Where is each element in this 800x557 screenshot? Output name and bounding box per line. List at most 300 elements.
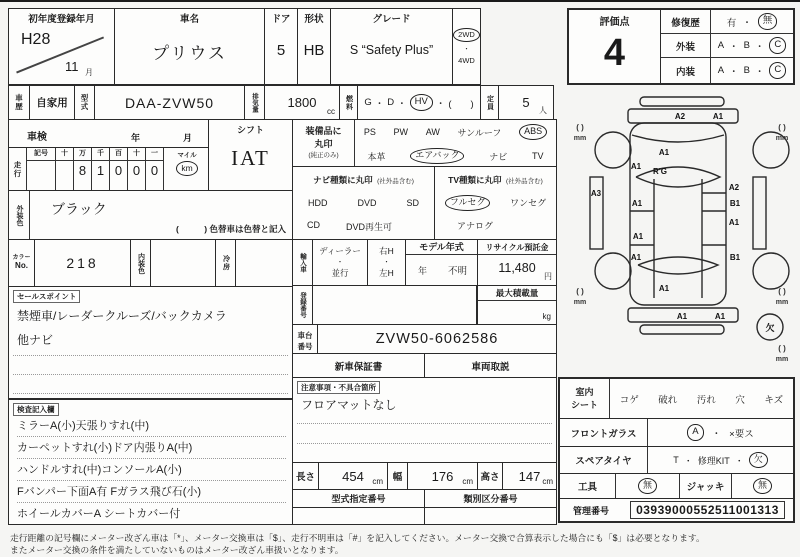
equip-navi: ナビ [489,151,508,162]
tools-none-selected: 無 [638,478,657,494]
tread-note-front-right: ( ) [778,123,786,132]
front-glass-row [560,419,793,447]
front-glass-sep: ・ [711,428,722,440]
cell-history-value: 自家用 [29,85,75,120]
length-unit: cm [372,477,383,486]
cell-length-value [318,462,388,490]
cell-width-value [407,462,478,490]
tread-unit-front-left: mm [573,135,587,142]
body-color-label-cell [9,191,30,239]
body-color-value: ブラック [51,201,107,217]
car-damage-diagram [558,93,798,371]
equipment-row1 [355,120,556,144]
registration-month-unit: 月 [85,68,93,77]
recycle-value: 11,480 [498,261,536,275]
color-no-label1: カラー [12,255,31,261]
tv-row2 [457,219,556,232]
max-load-header: 最大積載量 [478,286,556,301]
navi-dvd: DVD [357,198,377,208]
interior-sep2: ・ [754,66,765,78]
cell-shift [208,119,293,191]
tv-type-note: (社外品含む) [505,178,543,185]
mileage-header-1: 一 [146,148,163,161]
steering-right: 右H [379,246,394,256]
seat-hole: 穴 [735,394,745,406]
seat-tear: 破れ [658,394,678,406]
inspector-line-2: カーペットすれ(小)ドア内張りA(中) [17,439,286,459]
car-name-text: プリウス [152,43,227,63]
sales-point-line2: 他ナビ [17,333,54,347]
cell-import-label [292,239,313,286]
repair-no-selected: 無 [758,13,778,29]
repair-history-options [711,10,793,33]
spare-tire-row [560,447,793,474]
model-year-unit: 年 [418,266,428,276]
exterior-grade-label: 外装 [661,34,711,57]
fuel-sep2: ・ [397,98,407,110]
tv-row1 [435,195,556,211]
cell-displacement-label [244,85,265,120]
cell-color-no-value: 218 [34,239,131,287]
grade-value: S “Safety Plus” [349,43,434,57]
exterior-grade-row [661,34,793,58]
repair-history-row [661,10,793,34]
import-label: 輸入車 [299,252,306,273]
mark-right-rear-fender: B1 [729,253,741,262]
footnote-line2: またメーター交換の条件を満たしていないものはメーター改ざん車扱いとなります。 [10,545,344,555]
mileage-label: 走行 [13,160,22,178]
mark-front-bumper-left: A2 [674,112,686,121]
exterior-c-selected: C [769,37,786,53]
seat-label2: シート [570,400,598,410]
spare-sep1: ・ [683,455,693,466]
mileage-digit-100k [56,161,73,190]
seat-stain: 汚れ [696,394,716,406]
cell-reg-no-value [312,285,477,325]
navi-type-note: (社外品含む) [377,178,414,185]
mileage-col-100k [55,148,73,190]
mileage-digit-1k: 1 [96,163,105,178]
left-rocker-panel [590,177,603,249]
mark-left-front-fender: A1 [630,162,642,171]
cell-model-year [405,239,478,286]
first-registration-label: 初年度登録年月 [28,14,95,25]
tread-note-front-left: ( ) [576,123,584,132]
shaken-label: 車検 [27,132,47,143]
cell-history-label [8,85,30,120]
cell-manual: 車両取説 [424,353,557,378]
front-glass-note: ×要ス [729,428,754,440]
footnote-line1: 走行距離の記号欄にメーター改ざん車は「*」、メーター交換車は「$」、走行不明車は「#」を記入してください。メーター交換で合算表示した場合にも「$」は必要となります。 [10,533,705,543]
cell-chassis-value: ZVW50-6062586 [317,324,557,354]
cell-class-no-header: 類別区分番号 [424,489,557,508]
spare-repair-kit: 修理KIT [697,455,730,466]
cell-first-registration [8,8,115,85]
seat-burn: コゲ [619,394,639,406]
control-number-cell [622,499,793,521]
fuel-option-d: D [387,97,395,108]
cell-color-no-label [8,239,35,287]
reg-no-label: 登録番号 [299,292,306,318]
cell-model-code-label [74,85,95,120]
notes-dotline-1 [297,423,552,424]
cell-height-label: 高さ [477,462,503,490]
shape-value: HB [303,41,325,59]
cell-reg-no-label [292,285,313,325]
shaken-month-unit: 月 [183,133,193,143]
exterior-sep2: ・ [754,41,765,53]
evaluation-score-cell [569,10,661,83]
registration-year: H28 [21,31,51,48]
tools-value-cell [616,474,680,498]
displacement-unit: cc [327,107,335,116]
spare-t: T [673,455,679,465]
tread-unit-front-right: mm [775,135,789,142]
interior-grade-row [661,58,793,83]
mark-windshield: R'G [653,167,667,176]
cell-capacity-label [480,85,499,120]
color-no-label2: No. [15,261,28,270]
cell-doors [264,8,298,85]
cell-recycle-deposit [477,239,557,286]
exterior-sep1: ・ [729,41,739,53]
hood-line [632,135,724,142]
exterior-a: A [717,40,725,51]
tread-note-rear-right: ( ) [778,287,786,296]
equip-aw: AW [425,127,440,137]
body-color-label: 外装色 [16,204,23,226]
chassis-label2: 番号 [297,342,313,351]
cell-drive-type [452,8,481,85]
rear-window [638,257,718,274]
sales-point-line1: 禁煙車/レーダークルーズ/バックカメラ [17,309,227,323]
cell-aircon-label [215,239,236,287]
import-dealer: ディーラー [319,246,361,256]
interior-grade-label: 内装 [661,58,711,83]
mileage-mile-label: マイル [177,152,197,159]
fuel-option-g: G [364,97,372,108]
navi-row2 [307,220,434,233]
sales-dotline-2 [13,374,288,375]
cell-shape [297,8,331,85]
equip-abs-selected: ABS [519,124,547,140]
interior-sep1: ・ [729,66,739,78]
inspector-line-3: ハンドルすれ(中)コンソールA(小) [17,461,286,481]
body-color-note: ( ) 色替車は色替と記入 [175,224,286,234]
repair-yes: 有 [726,17,737,29]
inspector-line-4: Fバンパー下面A有 Fガラス飛び石(小) [17,483,286,503]
model-year-header: モデル年式 [406,240,477,255]
model-code-label: 型式 [80,94,89,111]
navi-dvd-play: DVD再生可 [346,222,393,232]
equip-tv: TV [532,151,544,161]
cell-navi-type [292,166,435,241]
rear-bottom-bar [640,325,724,334]
grade-label: グレード [372,14,411,25]
chassis-label1: 車台 [297,331,313,340]
seat-label1: 室内 [575,387,594,397]
mark-right-front-door: B1 [729,199,741,208]
spare-tire-label: スペアタイヤ [560,447,648,473]
cell-tv-type [434,166,557,241]
top-scan-line [0,0,800,2]
mileage-label-cell [9,148,27,190]
mileage-header-1k: 千 [92,148,109,161]
equipment-label-line2: 丸印 [314,139,333,149]
cell-width-label: 幅 [387,462,408,490]
steering-sep: ・ [383,259,390,266]
cell-notes [292,377,557,463]
rear-left-tire [595,253,631,289]
cell-warranty: 新車保証書 [292,353,425,378]
cell-inspector-notes [8,399,293,525]
tv-fullseg-selected: フルセグ [445,195,491,211]
import-dealer-sep: ・ [336,259,344,266]
mark-rear-bumper-right: A1 [714,312,726,321]
height-unit: cm [542,477,553,486]
navi-sd: SD [406,198,419,208]
mileage-col-100 [109,148,127,190]
missing-part-mark: 欠 [765,323,775,333]
right-rocker-panel [753,177,766,249]
mileage-header-10k: 万 [74,148,91,161]
navi-hdd: HDD [307,198,328,208]
max-load-unit: kg [542,312,551,321]
front-top-bar [640,97,724,106]
car-body-outline [630,123,726,305]
aircon-label: 冷房 [222,255,230,271]
tv-type-header: TV種類に丸印 [448,175,502,185]
spare-sep2: ・ [734,455,744,466]
jack-value-cell [732,474,793,498]
exterior-grade-options [711,34,793,57]
tv-analog: アナログ [457,220,494,231]
registration-month: 11 [65,59,79,74]
cell-fuel-options [357,85,481,120]
sales-dotline-3 [13,393,288,394]
mileage-col-10k [73,148,91,190]
tread-note-rear-left: ( ) [576,287,584,296]
mileage-header-100: 百 [110,148,127,161]
equipment-label-note: (純正のみ) [308,152,339,159]
interior-c-selected: C [769,62,786,78]
capacity-number: 5 [522,95,530,110]
cell-mileage [8,147,209,191]
capacity-unit: 人 [539,106,547,115]
doors-value: 5 [276,41,286,59]
shift-value: IAT [231,145,270,170]
jack-none-selected: 無 [753,478,772,494]
mileage-col-symbol [27,148,55,190]
fuel-option-other: ( ) [448,98,474,110]
cell-car-name [114,8,265,85]
mileage-col-unit [163,148,210,190]
mileage-digit-100: 0 [114,163,123,178]
tread-unit-spare: mm [775,356,789,363]
cell-chassis-label [292,324,318,354]
seat-options [610,379,793,418]
inspector-line-5: ホイールカバーA シートカバー付 [17,508,181,520]
navi-cd: CD [307,220,320,230]
cell-shaken [8,119,209,148]
cell-interior-color-label [130,239,151,287]
cell-length-label: 長さ [292,462,319,490]
condition-table [558,377,795,523]
repair-sep: ・ [742,17,752,29]
mark-hood: A1 [658,148,670,157]
equipment-row2 [355,144,556,168]
mark-left-front-door: A1 [631,199,643,208]
cell-displacement-value [264,85,340,120]
fuel-option-hv-selected: HV [410,94,433,110]
cell-type-no-value [292,507,425,525]
evaluation-label: 評価点 [599,17,630,28]
cell-import-dealer [312,239,368,286]
cell-height-value [502,462,557,490]
cell-aircon-value [235,239,293,287]
displacement-label: 排気量 [251,92,258,113]
shift-label: シフト [236,125,264,135]
cell-sales-point [8,286,293,399]
cell-interior-color-value [150,239,216,287]
mark-left-rear-door: A1 [632,232,644,241]
length-number: 454 [342,468,364,484]
front-glass-label: フロントガラス [560,419,648,446]
cell-capacity-value [498,85,554,120]
sales-dotline-1 [13,355,288,356]
shape-label: 形状 [304,14,324,25]
cell-max-load [477,285,557,325]
equip-leather: 本革 [367,151,386,162]
mark-left-rocker: A3 [590,189,602,198]
interior-color-label: 内装色 [137,252,145,274]
spare-missing-selected: 欠 [749,452,768,468]
tread-unit-rear-right: mm [775,299,789,306]
cell-model-code-value: DAA-ZVW50 [94,85,245,120]
windshield [636,167,720,187]
drive-separator: ・ [463,45,470,53]
tread-note-spare: ( ) [778,344,786,353]
equip-ps: PS [363,127,376,137]
mark-right-front-fender: A2 [728,183,740,192]
mileage-col-10 [127,148,145,190]
inspector-line-1: ミラーA(小)天張りすれ(中) [17,417,286,437]
notes-label: 注意事項・不具合箇所 [297,381,380,394]
front-glass-a-selected: A [687,424,703,440]
mileage-header-10: 十 [128,148,145,161]
steering-left: 左H [379,268,394,278]
cell-body-color [8,190,293,240]
notes-dotline-2 [297,443,552,444]
fuel-sep3: ・ [435,98,446,110]
fuel-sep1: ・ [374,98,385,110]
seat-label-cell [560,379,610,418]
cell-grade [330,8,453,85]
cell-type-no-header: 型式指定番号 [292,489,425,508]
equipment-label-line1: 装備品に [305,126,342,136]
inspector-notes-label: 検査記入欄 [13,403,59,416]
recycle-unit: 円 [544,272,552,281]
seat-row [560,379,793,419]
displacement-number: 1800 [287,95,317,110]
shaken-year-unit: 年 [131,133,141,143]
evaluation-box [567,8,795,85]
control-number-value: 03939000552511001313 [630,501,785,519]
mileage-digit-10k: 8 [78,163,87,178]
navi-type-header: ナビ種類に丸印 [313,175,373,185]
mileage-col-1 [145,148,163,190]
mileage-col-1k [91,148,109,190]
interior-a: A [717,65,725,76]
width-unit: cm [462,477,473,486]
evaluation-score: 4 [603,32,626,74]
cell-equipment [292,119,557,167]
doors-label: ドア [271,14,291,25]
mark-rear-bumper-center: A1 [676,312,688,321]
car-name-label: 車名 [179,14,199,25]
mileage-digit-symbol [27,161,55,190]
equipment-label-cell [293,120,355,166]
interior-b: B [743,65,750,76]
interior-grade-options [711,58,793,83]
mark-trunk: A1 [658,284,670,293]
control-number-row [560,499,793,521]
recycle-header: リサイクル預託金 [478,240,556,255]
notes-value: フロアマットなし [301,398,397,412]
import-parallel: 並行 [331,268,349,278]
equip-sunroof: サンルーフ [457,127,502,138]
tools-row [560,474,793,499]
mileage-header-100k: 十 [56,148,73,161]
sales-point-label: セールスポイント [13,290,80,303]
tools-label: 工具 [560,474,616,498]
tread-unit-rear-left: mm [573,299,587,306]
history-label: 車歴 [14,94,24,111]
tv-oneseg: ワンセグ [510,198,547,209]
car-name-value [115,25,264,77]
drive-4wd: 4WD [458,55,475,65]
front-glass-options [648,419,793,446]
equip-pw: PW [393,127,409,137]
cell-fuel-label [339,85,358,120]
capacity-label: 定員 [486,94,494,111]
fuel-label: 燃料 [345,94,353,111]
mark-left-rear-fender: A1 [630,253,642,262]
drive-2wd-selected: 2WD [453,28,480,42]
spare-tire-options [648,447,793,473]
mileage-digit-1: 0 [150,163,159,178]
navi-row1 [293,198,434,208]
width-number: 176 [431,468,454,484]
seat-scratch: キズ [764,394,784,406]
mileage-km-selected: km [176,161,197,176]
repair-history-label: 修復歴 [661,10,711,33]
jack-label: ジャッキ [680,474,732,498]
mark-right-rear-door: A1 [728,218,740,227]
cell-class-no-value [424,507,557,525]
exterior-b: B [743,40,750,51]
control-number-label: 管理番号 [572,505,609,516]
mileage-digit-10: 0 [132,163,141,178]
model-year-value: 不明 [447,266,467,277]
height-number: 147 [518,468,541,484]
mark-front-bumper-right: A1 [712,112,724,121]
front-left-tire [595,132,631,168]
mileage-header-symbol: 記号 [27,148,55,161]
rear-right-tire [753,253,789,289]
cell-steering [367,239,406,286]
equip-airbag-selected: エアバック [410,148,464,164]
